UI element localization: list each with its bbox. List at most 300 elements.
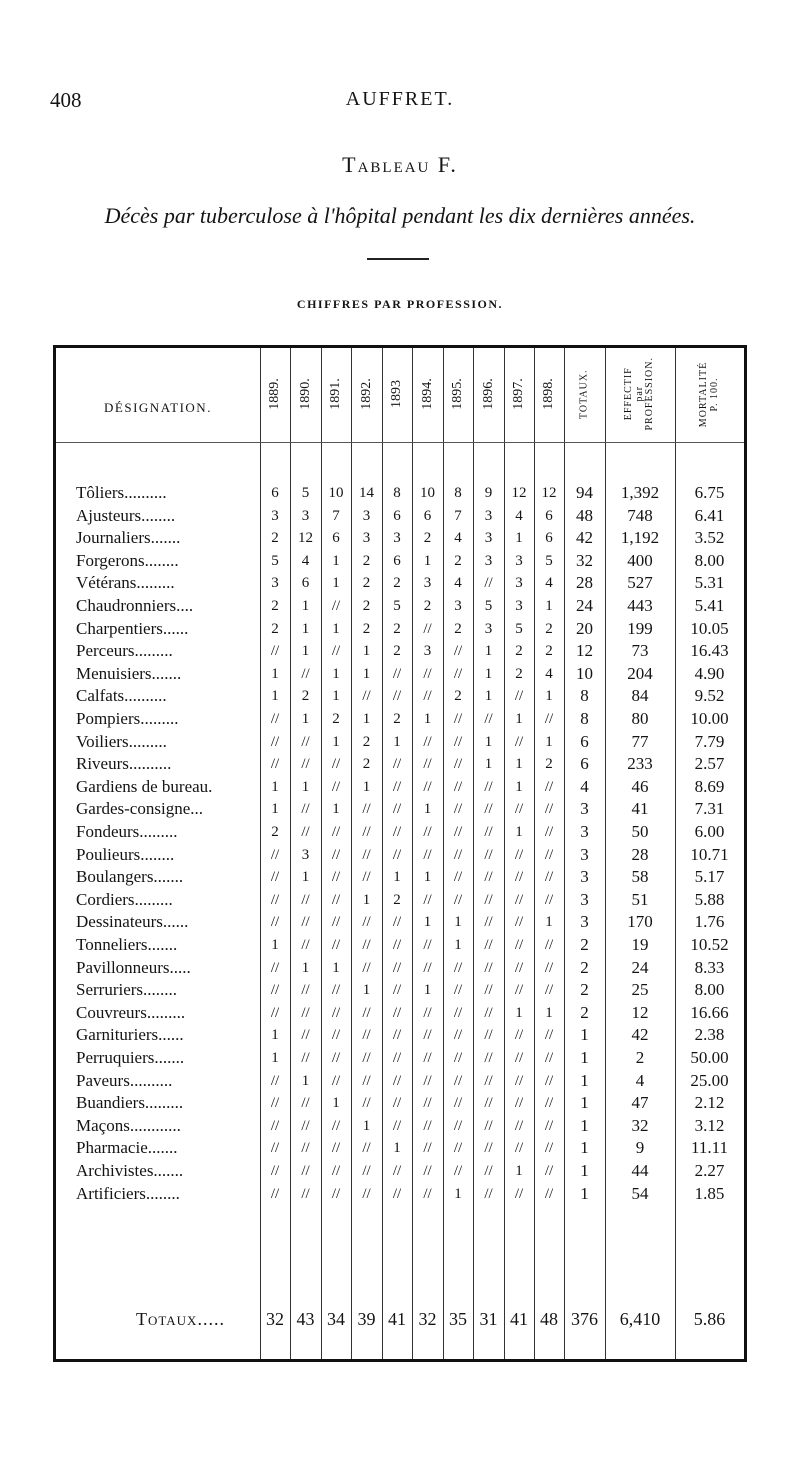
table-row — [56, 550, 744, 573]
year-cell: 1 — [515, 1163, 523, 1179]
year-cell: 1 — [423, 869, 432, 886]
year-cell: // — [301, 665, 310, 682]
year-cell: // — [423, 937, 432, 953]
year-cell: // — [362, 937, 371, 953]
year-cell: 1 — [545, 914, 553, 931]
year-cell: // — [423, 824, 432, 840]
year-cell: // — [331, 937, 341, 953]
year-cell: 6 — [393, 507, 401, 524]
year-cell: 2 — [271, 620, 279, 637]
total-cell: 3 — [580, 799, 589, 819]
table-title: Tableau F. — [342, 152, 458, 177]
total-cell: 2 — [580, 957, 589, 977]
effectif-cell: 47 — [631, 1093, 649, 1113]
year-cell: // — [544, 982, 554, 999]
year-cell: 4 — [545, 665, 553, 682]
year-total-cell: 32 — [266, 1309, 284, 1329]
year-cell: // — [331, 1004, 341, 1021]
year-cell: // — [362, 1072, 371, 1089]
year-cell: // — [301, 1050, 310, 1066]
year-cell: // — [270, 711, 280, 727]
year-cell: 12 — [511, 485, 527, 501]
year-cell: 1 — [301, 711, 310, 727]
year-cell: 2 — [362, 620, 371, 637]
table-row — [56, 685, 744, 708]
year-cell: 1 — [332, 665, 340, 682]
year-cell: // — [270, 959, 280, 976]
year-cell: 2 — [393, 891, 401, 908]
mortalite-cell: 5.17 — [694, 867, 725, 887]
year-cell: // — [453, 778, 463, 795]
table-row — [56, 731, 744, 754]
effectif-cell: 32 — [631, 1115, 649, 1135]
year-cell: 3 — [362, 530, 371, 547]
effectif-cell: 25 — [631, 980, 649, 1000]
year-cell: 3 — [301, 507, 310, 524]
effectif-cell: 44 — [631, 1161, 649, 1180]
year-cell: // — [423, 1004, 432, 1021]
year-cell: 1 — [423, 914, 432, 931]
year-cell: // — [423, 1027, 432, 1044]
profession-name: Vétérans......... — [76, 573, 175, 593]
year-cell: // — [301, 1095, 310, 1112]
year-cell: // — [331, 756, 341, 773]
year-cell: // — [331, 1185, 341, 1202]
mortalite-cell: 50.00 — [690, 1048, 729, 1067]
year-cell: // — [514, 982, 524, 999]
year-cell: // — [453, 869, 463, 886]
effectif-line: PROFESSION. — [644, 357, 656, 431]
year-cell: // — [331, 914, 341, 931]
year-cell: 1 — [393, 869, 401, 886]
year-cell: // — [331, 1027, 341, 1044]
year-cell: // — [270, 1004, 280, 1021]
total-cell: 1 — [580, 1183, 589, 1203]
year-cell: 1 — [301, 778, 310, 795]
year-cell: // — [484, 824, 493, 840]
table-row — [56, 708, 744, 731]
year-cell: // — [331, 982, 341, 999]
year-cell: // — [331, 824, 341, 840]
year-total-cell: 41 — [388, 1309, 406, 1329]
year-cell: // — [392, 982, 402, 999]
year-cell: // — [484, 914, 493, 931]
year-cell: 2 — [515, 665, 523, 682]
year-cell: // — [270, 1095, 280, 1112]
year-cell: 2 — [332, 711, 340, 727]
year-header — [260, 348, 290, 440]
year-cell: // — [362, 824, 371, 840]
mortalite-cell: 9.52 — [694, 686, 725, 706]
year-cell: 3 — [484, 620, 493, 637]
year-cell: 1 — [515, 824, 523, 840]
year-cell: // — [423, 846, 432, 863]
table-row — [56, 527, 744, 550]
year-cell: // — [362, 1185, 371, 1202]
year-cell: // — [301, 914, 310, 931]
year-cell: 8 — [393, 485, 401, 501]
profession-name: Couvreurs......... — [76, 1002, 186, 1022]
page-header — [0, 88, 800, 118]
year-cell: 2 — [362, 552, 371, 569]
year-cell: // — [453, 665, 463, 682]
designation-header: DÉSIGNATION. — [104, 400, 212, 415]
year-cell: 1 — [454, 1185, 462, 1202]
year-cell: // — [301, 1027, 310, 1044]
year-cell: 1 — [332, 688, 340, 705]
effectif-cell: 42 — [631, 1025, 649, 1045]
year-cell: 1 — [423, 982, 432, 999]
year-cell: 1 — [362, 1117, 371, 1134]
year-cell: 2 — [454, 688, 462, 705]
year-cell: 10 — [420, 485, 435, 501]
year-cell: 1 — [332, 733, 340, 750]
year-total-cell: 43 — [296, 1309, 315, 1329]
year-cell: // — [301, 756, 310, 773]
header-divider — [56, 442, 744, 443]
year-cell: // — [423, 1140, 432, 1157]
year-cell: 7 — [332, 507, 340, 524]
year-cell: // — [423, 1163, 432, 1179]
effectif-cell: 199 — [627, 618, 653, 638]
section-caption: CHIFFRES PAR PROFESSION. — [296, 297, 504, 311]
year-cell: 1 — [484, 688, 493, 705]
profession-name: Chaudronniers.... — [76, 596, 194, 615]
total-cell: 3 — [580, 889, 589, 909]
total-cell: 28 — [576, 573, 593, 593]
year-cell: // — [362, 1004, 371, 1021]
year-cell: 1 — [301, 598, 310, 614]
year-cell: 2 — [423, 530, 432, 547]
year-cell: 1 — [362, 891, 371, 908]
year-cell: 1 — [423, 552, 432, 569]
year-cell: 1 — [545, 1004, 553, 1021]
effectif-cell: 84 — [631, 686, 649, 706]
year-cell: 1 — [271, 778, 279, 795]
mortalite-cell: 11.11 — [691, 1138, 728, 1158]
year-cell: // — [484, 937, 493, 953]
table-row — [56, 663, 744, 686]
year-cell: // — [423, 1095, 432, 1112]
mortalite-cell: 5.31 — [694, 573, 725, 593]
total-cell: 20 — [576, 618, 593, 638]
year-cell: 3 — [393, 530, 401, 547]
year-cell: // — [270, 891, 280, 908]
year-cell: // — [392, 1117, 402, 1134]
year-cell: // — [484, 1095, 493, 1112]
year-cell: // — [270, 756, 280, 773]
year-cell: 2 — [271, 598, 279, 614]
year-cell: // — [331, 1140, 341, 1157]
page-number: 408 — [50, 88, 82, 112]
year-cell: 2 — [545, 643, 553, 660]
year-header — [412, 348, 443, 440]
profession-name: Maçons............ — [76, 1115, 181, 1135]
year-cell: // — [453, 733, 463, 750]
effectif-cell: 9 — [635, 1138, 645, 1158]
year-cell: // — [331, 1117, 341, 1134]
year-total-cell: 39 — [357, 1309, 376, 1329]
total-cell: 10 — [576, 663, 593, 683]
mortalite-header — [675, 348, 744, 440]
table-row — [56, 1183, 744, 1206]
year-header — [504, 348, 534, 440]
mortalite-header-label — [699, 361, 720, 426]
year-cell: // — [484, 959, 493, 976]
grand-total-cell: 376 — [571, 1309, 598, 1329]
year-cell: // — [514, 869, 524, 886]
year-cell: // — [514, 733, 524, 750]
year-header — [443, 348, 473, 440]
year-cell: 1 — [271, 665, 279, 682]
year-cell: // — [514, 1140, 524, 1157]
year-cell: // — [362, 801, 371, 818]
table-row — [56, 1002, 744, 1025]
profession-name: Riveurs.......... — [76, 754, 172, 774]
year-cell: 1 — [332, 575, 340, 592]
table-row — [56, 618, 744, 641]
year-cell: // — [484, 1004, 493, 1021]
year-cell: 3 — [362, 507, 371, 524]
year-cell: 3 — [271, 507, 279, 524]
total-cell: 1 — [580, 1070, 589, 1090]
year-cell: // — [544, 1185, 554, 1202]
year-cell: // — [270, 733, 280, 750]
year-cell: 1 — [271, 937, 279, 953]
total-cell: 1 — [580, 1161, 589, 1180]
total-cell: 32 — [576, 550, 593, 570]
year-cell: // — [484, 1072, 493, 1089]
profession-name: Dessinateurs...... — [76, 912, 189, 932]
year-cell: // — [514, 1117, 524, 1134]
year-cell: // — [453, 959, 463, 976]
year-cell: 10 — [328, 485, 344, 501]
year-cell: // — [453, 1050, 463, 1066]
effectif-cell: 527 — [627, 573, 653, 593]
mortalite-cell: 6.41 — [694, 505, 725, 525]
year-cell: // — [453, 643, 463, 660]
profession-name: Artificiers........ — [76, 1183, 180, 1203]
mortalite-cell: 16.66 — [690, 1002, 729, 1022]
year-cell: 14 — [359, 485, 374, 501]
year-cell: // — [484, 1050, 493, 1066]
profession-name: Menuisiers....... — [76, 663, 182, 683]
year-cell: 1 — [484, 733, 493, 750]
totals-label: Totaux..... — [136, 1309, 225, 1329]
year-cell: // — [331, 1163, 341, 1179]
mortalite-cell: 1.76 — [694, 912, 725, 932]
table-row — [56, 1160, 744, 1183]
effectif-cell: 443 — [627, 596, 653, 615]
year-header-label: 1891. — [328, 378, 343, 410]
year-cell: // — [514, 959, 524, 976]
year-cell: 1 — [423, 711, 432, 727]
total-cell: 6 — [580, 754, 589, 774]
year-cell: // — [453, 824, 463, 840]
year-cell: // — [484, 891, 493, 908]
year-cell: 1 — [271, 1050, 279, 1066]
year-cell: 1 — [301, 959, 310, 976]
mortalite-cell: 10.52 — [690, 935, 729, 954]
year-cell: // — [514, 846, 524, 863]
year-cell: // — [270, 1140, 280, 1157]
total-cell: 42 — [576, 528, 593, 548]
year-cell: // — [484, 982, 493, 999]
year-total-cell: 34 — [327, 1309, 345, 1329]
year-header-label: 1895. — [450, 378, 465, 410]
year-cell: // — [484, 1140, 493, 1157]
total-cell: 3 — [580, 822, 589, 841]
effectif-cell: 170 — [627, 912, 653, 932]
year-total-cell: 35 — [449, 1309, 467, 1329]
year-cell: 2 — [393, 575, 401, 592]
profession-name: Buandiers......... — [76, 1093, 184, 1113]
year-cell: // — [301, 982, 310, 999]
year-cell: 1 — [301, 869, 310, 886]
profession-name: Garnituriers...... — [76, 1025, 184, 1045]
year-cell: 3 — [423, 643, 432, 660]
year-cell: 2 — [423, 598, 432, 614]
year-cell: // — [301, 801, 310, 818]
year-cell: // — [270, 869, 280, 886]
year-cell: // — [484, 1185, 493, 1202]
year-cell: // — [514, 688, 524, 705]
title-divider — [367, 258, 429, 260]
effectif-cell: 28 — [631, 844, 649, 864]
year-cell: 3 — [515, 575, 523, 592]
year-cell: // — [301, 733, 310, 750]
table-row — [56, 1047, 744, 1070]
year-cell: // — [453, 846, 463, 863]
effectif-line: EFFECTIF — [623, 367, 635, 421]
year-cell: // — [392, 1004, 402, 1021]
year-cell: 3 — [515, 598, 523, 614]
total-cell: 6 — [580, 731, 589, 751]
year-cell: 4 — [454, 530, 462, 547]
year-cell: 3 — [423, 575, 432, 592]
effectif-header — [605, 348, 675, 440]
table-row — [56, 776, 744, 799]
year-cell: // — [362, 914, 371, 931]
year-cell: 4 — [301, 552, 310, 569]
mortalite-cell: 8.00 — [694, 550, 725, 570]
year-cell: // — [484, 1163, 493, 1179]
year-cell: // — [423, 1072, 432, 1089]
year-cell: // — [270, 914, 280, 931]
year-cell: 5 — [484, 598, 493, 614]
year-cell: 1 — [332, 620, 340, 637]
year-cell: // — [270, 1117, 280, 1134]
year-cell: // — [362, 1163, 371, 1179]
year-cell: // — [392, 756, 402, 773]
year-cell: // — [362, 869, 371, 886]
year-cell: // — [453, 1072, 463, 1089]
year-header-label: 1898. — [541, 378, 556, 410]
year-cell: 2 — [393, 643, 401, 660]
mortalite-cell: 5.88 — [694, 889, 725, 909]
year-cell: 12 — [541, 485, 557, 501]
profession-name: Boulangers....... — [76, 867, 184, 887]
year-cell: 5 — [545, 552, 553, 569]
year-cell: // — [270, 1185, 280, 1202]
year-cell: 1 — [515, 1004, 523, 1021]
profession-name: Voiliers......... — [76, 731, 167, 751]
year-cell: // — [544, 846, 554, 863]
year-header — [534, 348, 564, 440]
effectif-cell: 41 — [631, 799, 649, 819]
table-row — [56, 1137, 744, 1160]
mortalite-cell: 7.79 — [694, 731, 725, 751]
total-cell: 1 — [580, 1138, 589, 1158]
year-cell: 7 — [454, 507, 462, 524]
year-cell: 1 — [545, 733, 553, 750]
year-cell: // — [484, 575, 493, 592]
year-cell: // — [270, 643, 280, 660]
mortalite-cell: 16.43 — [690, 641, 729, 661]
year-cell: // — [544, 937, 554, 953]
profession-name: Pavillonneurs..... — [76, 957, 191, 977]
year-cell: 1 — [332, 801, 340, 818]
table-row — [56, 572, 744, 595]
year-cell: // — [392, 846, 402, 863]
profession-name: Archivistes....... — [76, 1161, 184, 1180]
year-cell: // — [423, 891, 432, 908]
year-total-cell: 41 — [510, 1309, 528, 1329]
year-cell: // — [544, 801, 554, 818]
mortalite-line: MORTALITÉ — [698, 361, 709, 427]
year-cell: // — [514, 891, 524, 908]
year-header-label: 1896. — [480, 378, 496, 410]
year-cell: 1 — [362, 778, 371, 795]
year-cell: // — [392, 1095, 402, 1112]
mortalite-cell: 2.12 — [694, 1093, 725, 1113]
year-cell: 1 — [332, 1095, 340, 1112]
mortality-table — [53, 345, 747, 1362]
year-cell: // — [514, 914, 524, 931]
year-cell: 1 — [362, 982, 371, 999]
year-cell: // — [301, 1163, 310, 1179]
total-cell: 2 — [580, 935, 589, 954]
year-cell: 1 — [271, 801, 279, 818]
year-cell: 1 — [393, 733, 401, 750]
table-row — [56, 1115, 744, 1138]
year-cell: 1 — [545, 688, 553, 705]
year-header — [473, 348, 504, 440]
year-cell: 1 — [301, 643, 310, 660]
mortalite-cell: 2.38 — [694, 1025, 725, 1045]
year-cell: 1 — [362, 665, 371, 682]
year-header-label: 1889. — [267, 378, 282, 410]
year-cell: // — [514, 1027, 524, 1044]
effectif-cell: 1,192 — [620, 528, 660, 548]
year-cell: // — [514, 801, 524, 818]
year-cell: 4 — [454, 575, 462, 592]
mortalite-cell: 10.71 — [690, 844, 729, 864]
table-row — [56, 844, 744, 867]
year-cell: 1 — [515, 711, 523, 727]
year-cell: // — [544, 1072, 554, 1089]
year-cell: // — [331, 846, 341, 863]
year-cell: 2 — [271, 824, 279, 840]
year-cell: 3 — [484, 530, 493, 547]
mortalite-cell: 6.00 — [694, 822, 725, 841]
year-cell: 2 — [454, 620, 462, 637]
year-cell: 1 — [362, 711, 371, 727]
profession-name: Poulieurs........ — [76, 844, 175, 864]
effectif-cell: 73 — [631, 641, 649, 661]
mortalite-cell: 4.90 — [694, 663, 725, 683]
year-cell: // — [270, 982, 280, 999]
